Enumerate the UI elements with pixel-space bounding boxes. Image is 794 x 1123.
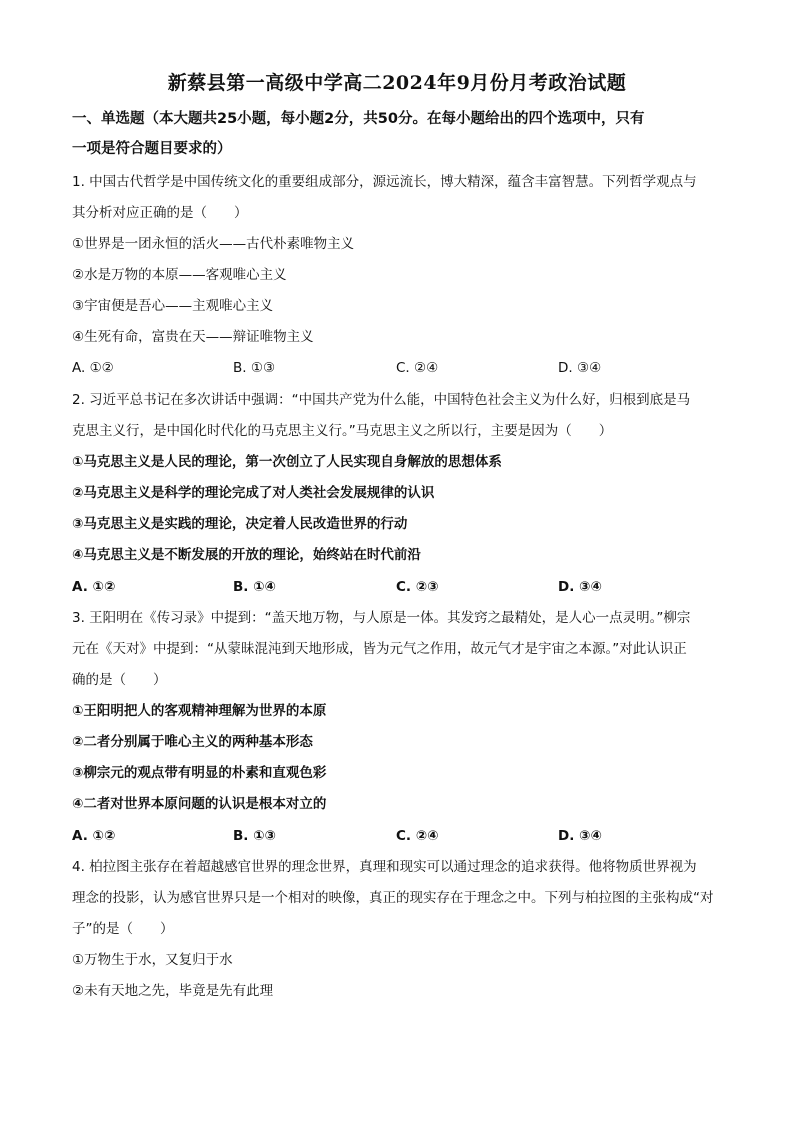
question-1-option-a: A. ①② <box>72 360 114 376</box>
question-2-options <box>72 577 724 597</box>
question-1-item-4: ④生死有命，富贵在天——辩证唯物主义 <box>72 329 314 345</box>
question-3-stem-line-2: 元在《天对》中提到：“从蒙昧混沌到天地形成，皆为元气之作用，故元气才是宇宙之本源。”对此认识正 <box>72 641 687 657</box>
question-3-option-a: A. ①② <box>72 828 116 844</box>
question-2-stem-line-1: 2. 习近平总书记在多次讲话中强调：“中国共产党为什么能，中国特色社会主义为什么好，归根到底是马 <box>72 392 691 408</box>
question-3-option-b: B. ①③ <box>233 828 276 844</box>
question-4-stem-line-2: 理念的投影，认为感官世界只是一个相对的映像，真正的现实存在于理念之中。下列与柏拉图的主张构成“对 <box>72 890 714 906</box>
section-heading-line-1: 一、单选题（本大题共25小题，每小题2分，共50分。在每小题给出的四个选项中，只有 <box>72 111 645 127</box>
question-1-stem-line-2: 其分析对应正确的是（ ） <box>72 205 248 221</box>
question-1-option-b: B. ①③ <box>233 360 276 376</box>
question-2-option-d: D. ③④ <box>558 579 602 595</box>
question-4-item-1: ①万物生于水，又复归于水 <box>72 952 233 968</box>
question-4-stem-line-1: 4. 柏拉图主张存在着超越感官世界的理念世界，真理和现实可以通过理念的追求获得。他将物质世界视为 <box>72 859 697 875</box>
question-2-option-c: C. ②③ <box>396 579 439 595</box>
question-1-item-1: ①世界是一团永恒的活火——古代朴素唯物主义 <box>72 236 355 252</box>
question-3-stem-line-3: 确的是（ ） <box>72 672 167 688</box>
question-1-option-d: D. ③④ <box>558 360 602 376</box>
question-3-item-4: ④二者对世界本原问题的认识是根本对立的 <box>72 796 327 812</box>
question-1-option-c: C. ②④ <box>396 360 439 376</box>
question-4-stem-line-3: 子”的是（ ） <box>72 921 174 937</box>
question-2-option-a: A. ①② <box>72 579 116 595</box>
question-3-option-d: D. ③④ <box>558 828 602 844</box>
question-3-item-2: ②二者分别属于唯心主义的两种基本形态 <box>72 734 313 750</box>
question-3-item-1: ①王阳明把人的客观精神理解为世界的本原 <box>72 703 327 719</box>
page-title: 新蔡县第一高级中学高二2024年9月份月考政治试题 <box>167 72 627 94</box>
question-2-stem-line-2: 克思主义行，是中国化时代化的马克思主义行。”马克思主义之所以行，主要是因为（ ） <box>72 423 613 439</box>
question-2-item-1: ①马克思主义是人民的理论，第一次创立了人民实现自身解放的思想体系 <box>72 454 502 470</box>
question-1-item-2: ②水是万物的本原——客观唯心主义 <box>72 267 287 283</box>
question-3-stem-line-1: 3. 王阳明在《传习录》中提到：“盖天地万物，与人原是一体。其发窍之最精处，是人心一点灵明。”柳宗 <box>72 610 691 626</box>
question-2-item-4: ④马克思主义是不断发展的开放的理论，始终站在时代前沿 <box>72 547 421 563</box>
question-2-item-3: ③马克思主义是实践的理论，决定着人民改造世界的行动 <box>72 516 408 532</box>
question-4-item-2: ②未有天地之先，毕竟是先有此理 <box>72 983 274 999</box>
question-3-item-3: ③柳宗元的观点带有明显的朴素和直观色彩 <box>72 765 327 781</box>
question-2-item-2: ②马克思主义是科学的理论完成了对人类社会发展规律的认识 <box>72 485 435 501</box>
section-heading-line-2: 一项是符合题目要求的） <box>72 141 232 157</box>
question-1-item-3: ③宇宙便是吾心——主观唯心主义 <box>72 298 274 314</box>
question-1-stem-line-1: 1. 中国古代哲学是中国传统文化的重要组成部分，源远流长，博大精深，蕴含丰富智慧。下列哲学观点与 <box>72 174 697 190</box>
question-2-option-b: B. ①④ <box>233 579 276 595</box>
question-3-options <box>72 826 724 846</box>
question-3-option-c: C. ②④ <box>396 828 439 844</box>
question-1-options <box>72 358 724 378</box>
